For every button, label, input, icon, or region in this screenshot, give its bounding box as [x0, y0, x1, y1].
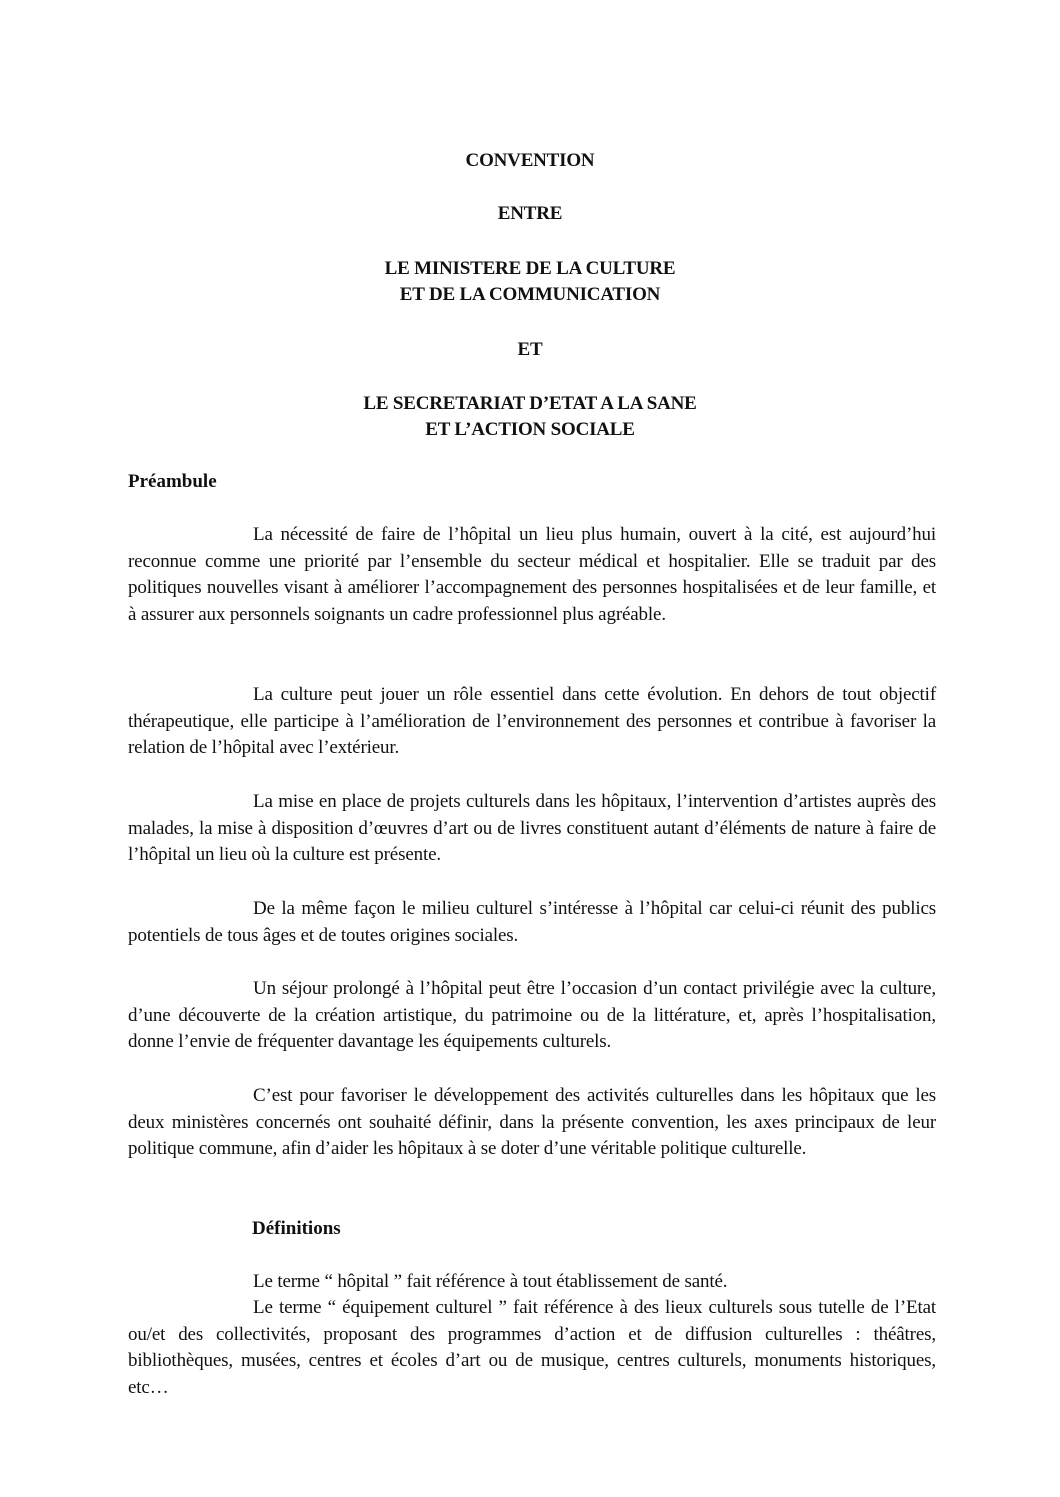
- title-ministere-line1: LE MINISTERE DE LA CULTURE: [384, 258, 676, 279]
- preambule-paragraph-6: C’est pour favoriser le développement des activités culturelles dans les hôpitaux que les deux ministères concernés ont souhaité définir, dans la présente convention, les axes principaux de leur politique commune, afin d’aider les hôpitaux à se doter d’une véritable politique culturelle.: [128, 1085, 936, 1159]
- preambule-paragraph-5: Un séjour prolongé à l’hôpital peut être l’occasion d’un contact privilégie avec la culture, d’une découverte de la création artistique, du patrimoine ou de la littérature, et, après l’hospitalisation, donne l’envie de fréquenter davantage les équipements culturels.: [128, 978, 936, 1052]
- preambule-paragraph-2: La culture peut jouer un rôle essentiel dans cette évolution. En dehors de tout objectif thérapeutique, elle participe à l’amélioration de l’environnement des personnes et contribue à favoriser la relation de l’hôpital avec l’extérieur.: [128, 684, 936, 758]
- title-entre: ENTRE: [497, 203, 563, 224]
- title-secretariat-line1: LE SECRETARIAT D’ETAT A LA SANE: [363, 393, 697, 414]
- definitions-paragraph-2: Le terme “ équipement culturel ” fait référence à des lieux culturels sous tutelle de l’Etat ou/et des collectivités, proposant des programmes d’action et de diffusion culturelles : théâtres, bibliothèques, musées, centres et écoles d’art ou de musique, centres culturels, monuments historiques, etc…: [128, 1297, 936, 1398]
- preambule-paragraph-3: La mise en place de projets culturels dans les hôpitaux, l’intervention d’artistes auprès des malades, la mise à disposition d’œuvres d’art ou de livres constituent autant d’éléments de nature à faire de l’hôpital un lieu où la culture est présente.: [128, 791, 936, 865]
- title-secretariat-line2: ET L’ACTION SOCIALE: [425, 419, 635, 440]
- preambule-paragraph-1: La nécessité de faire de l’hôpital un lieu plus humain, ouvert à la cité, est aujourd’hui reconnue comme une priorité par l’ensemble du secteur médical et hospitalier. Elle se traduit par des politiques nouvelles visant à améliorer l’accompagnement des personnes hospitalisées et de leur famille, et à assurer aux personnels soignants un cadre professionnel plus agréable.: [128, 524, 936, 625]
- definitions-heading: Définitions: [252, 1218, 341, 1239]
- title-convention: CONVENTION: [465, 150, 595, 171]
- title-et: ET: [517, 339, 543, 360]
- title-ministere-line2: ET DE LA COMMUNICATION: [399, 284, 661, 305]
- preambule-heading: Préambule: [128, 471, 217, 492]
- definitions-paragraph-1: Le terme “ hôpital ” fait référence à tout établissement de santé.: [253, 1271, 728, 1292]
- preambule-paragraph-4: De la même façon le milieu culturel s’intéresse à l’hôpital car celui-ci réunit des publics potentiels de tous âges et de toutes origines sociales.: [128, 898, 936, 946]
